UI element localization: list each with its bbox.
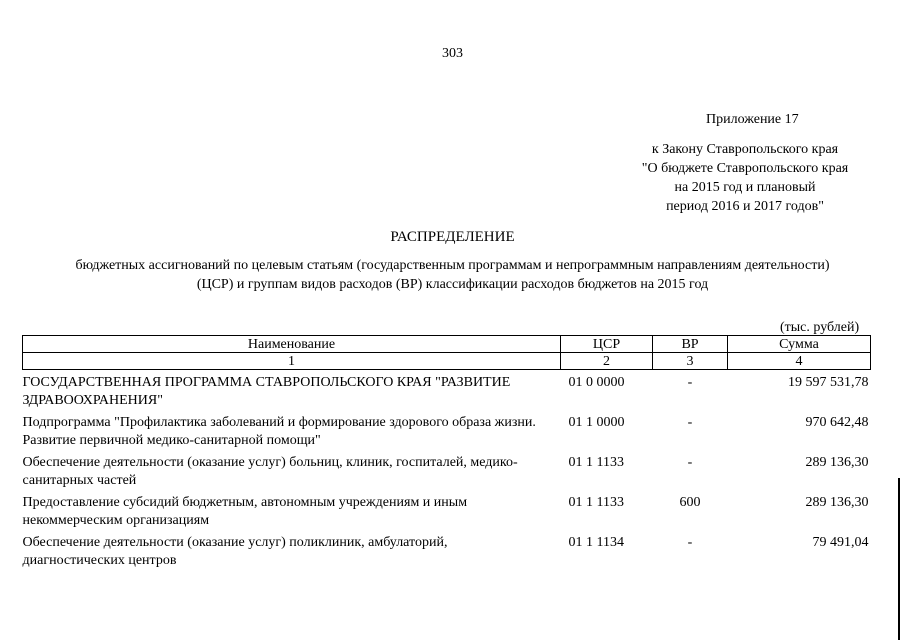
scan-edge-line (898, 478, 900, 640)
units-label: (тыс. рублей) (780, 320, 860, 335)
table-row (23, 370, 871, 411)
row-sum: 289 136,30 (805, 455, 869, 470)
row-sum: 19 597 531,78 (788, 375, 869, 390)
row-name: Подпрограмма "Профилактика заболеваний и формирование здорового образа жизни. Развитие первичной медико-санитарной помощи" (22, 415, 536, 448)
row-name: Предоставление субсидий бюджетным, автономным учреждениям и иным некоммерческим организациям (22, 495, 468, 528)
column-number-row (23, 353, 871, 370)
law-reference-line: к Закону Ставропольского края (651, 142, 839, 157)
appendix-title: Приложение 17 (706, 112, 799, 127)
header-sum: Сумма (728, 336, 871, 353)
row-vr: - (687, 535, 693, 550)
row-name: Обеспечение деятельности (оказание услуг) поликлиник, амбулаторий, диагностических центров (22, 535, 448, 568)
row-vr: - (687, 375, 693, 390)
header-name: Наименование (23, 336, 561, 353)
header-csr: ЦСР (561, 336, 653, 353)
row-vr: 600 (679, 495, 701, 510)
column-number: 2 (561, 353, 653, 370)
header-vr: ВР (653, 336, 728, 353)
row-sum: 970 642,48 (805, 415, 869, 430)
law-reference-line: "О бюджете Ставропольского края (641, 161, 849, 176)
column-number: 3 (653, 353, 728, 370)
law-reference-line: период 2016 и 2017 годов" (666, 199, 824, 214)
document-heading: РАСПРЕДЕЛЕНИЕ (390, 229, 515, 245)
row-name: Обеспечение деятельности (оказание услуг) больниц, клиник, госпиталей, медико-санитарных частей (22, 455, 518, 488)
subheading-line: бюджетных ассигнований по целевым статьям (государственным программам и непрограммным направлениям деятельности) (75, 258, 830, 273)
budget-table (22, 335, 871, 570)
law-reference-line: на 2015 год и плановый (674, 180, 816, 195)
row-vr: - (687, 455, 693, 470)
page-number: 303 (442, 46, 463, 61)
row-csr: 01 1 1134 (568, 535, 624, 550)
table-header-row (23, 336, 871, 353)
row-csr: 01 1 1133 (568, 495, 624, 510)
row-vr: - (687, 415, 693, 430)
table-row (23, 530, 871, 570)
row-sum: 79 491,04 (812, 535, 869, 550)
table-row (23, 450, 871, 490)
row-csr: 01 0 0000 (568, 375, 625, 390)
row-sum: 289 136,30 (805, 495, 869, 510)
column-number: 1 (23, 353, 561, 370)
row-csr: 01 1 1133 (568, 455, 624, 470)
table-row (23, 410, 871, 450)
table-row (23, 490, 871, 530)
law-reference (620, 140, 870, 216)
document-subheading (0, 256, 905, 294)
row-csr: 01 1 0000 (568, 415, 625, 430)
column-number: 4 (728, 353, 871, 370)
row-name: ГОСУДАРСТВЕННАЯ ПРОГРАММА СТАВРОПОЛЬСКОГО КРАЯ "РАЗВИТИЕ ЗДРАВООХРАНЕНИЯ" (22, 375, 511, 408)
subheading-line: (ЦСР) и группам видов расходов (ВР) классификации расходов бюджетов на 2015 год (196, 277, 709, 292)
